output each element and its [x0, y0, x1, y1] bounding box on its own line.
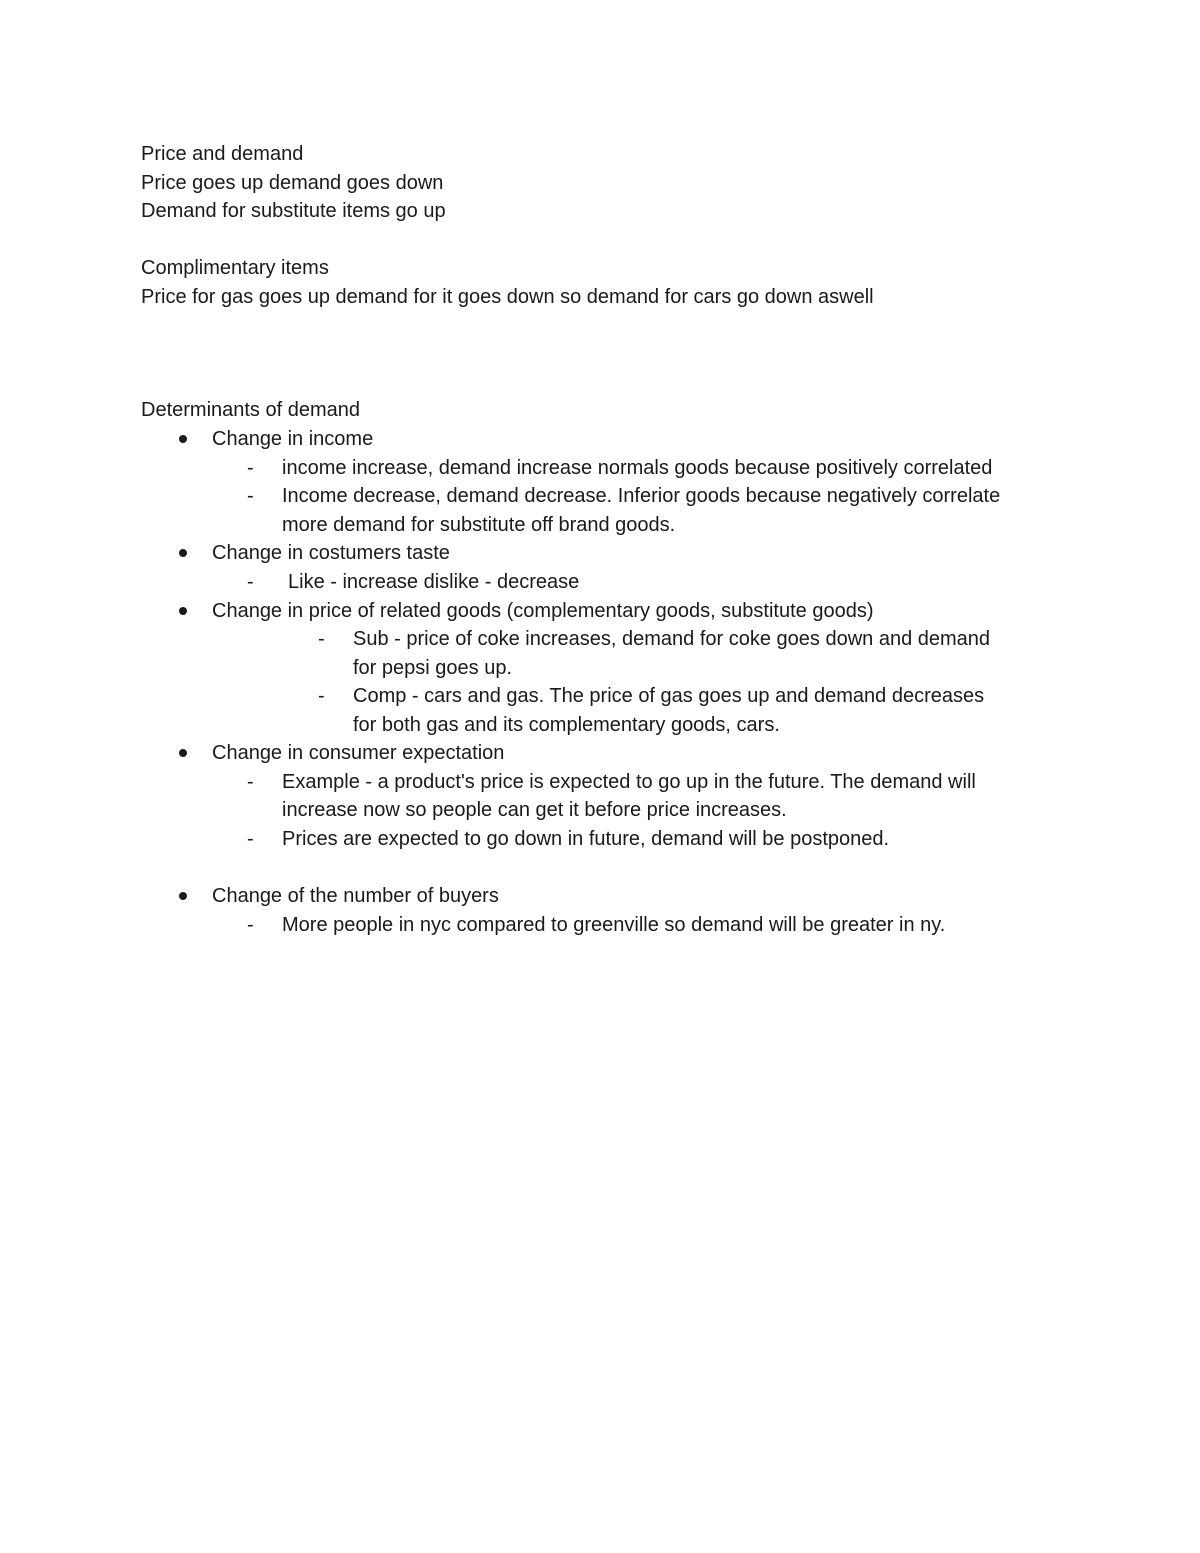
determinant-item-related-goods: Change in price of related goods (complementary goods, substitute goods): [212, 600, 874, 622]
bullet-icon: [179, 607, 187, 615]
intro-line-1: Price and demand: [141, 143, 304, 165]
sub-item-text-continued: for pepsi goes up.: [353, 657, 512, 679]
determinant-item-expectation: Change in consumer expectation: [212, 742, 505, 764]
sub-item-text-continued: more demand for substitute off brand goods.: [282, 514, 676, 536]
complimentary-heading: Complimentary items: [141, 257, 329, 279]
sub-item-text-continued: for both gas and its complementary goods, cars.: [353, 714, 780, 736]
bullet-icon: [179, 435, 187, 443]
bullet-icon: [179, 749, 187, 757]
sub-item-text: Income decrease, demand decrease. Inferior goods because negatively correlate: [282, 485, 1001, 507]
determinant-item-income: Change in income: [212, 428, 374, 450]
sub-item-text: More people in nyc compared to greenville so demand will be greater in ny.: [282, 914, 946, 936]
dash-icon: -: [247, 485, 254, 507]
bullet-icon: [179, 892, 187, 900]
dash-icon: -: [247, 457, 254, 479]
dash-icon: -: [247, 828, 254, 850]
sub-item-text: Prices are expected to go down in future, demand will be postponed.: [282, 828, 890, 850]
sub-item-text: income increase, demand increase normals goods because positively correlated: [282, 457, 993, 479]
determinant-item-buyers: Change of the number of buyers: [212, 885, 499, 907]
complimentary-text: Price for gas goes up demand for it goes down so demand for cars go down aswell: [141, 286, 874, 308]
sub-item-text: Example - a product's price is expected to go up in the future. The demand will: [282, 771, 976, 793]
bullet-icon: [179, 549, 187, 557]
dash-icon: -: [247, 914, 254, 936]
dash-icon: -: [318, 685, 325, 707]
sub-item-text: Sub - price of coke increases, demand for coke goes down and demand: [353, 628, 991, 650]
determinant-item-taste: Change in costumers taste: [212, 542, 450, 564]
determinants-heading: Determinants of demand: [141, 399, 361, 421]
sub-item-text: Comp - cars and gas. The price of gas goes up and demand decreases: [353, 685, 985, 707]
intro-line-3: Demand for substitute items go up: [141, 200, 446, 222]
sub-item-text-continued: increase now so people can get it before price increases.: [282, 799, 787, 821]
dash-icon: -: [247, 571, 254, 593]
intro-line-2: Price goes up demand goes down: [141, 172, 444, 194]
dash-icon: -: [318, 628, 325, 650]
sub-item-text: Like - increase dislike - decrease: [288, 571, 580, 593]
dash-icon: -: [247, 771, 254, 793]
